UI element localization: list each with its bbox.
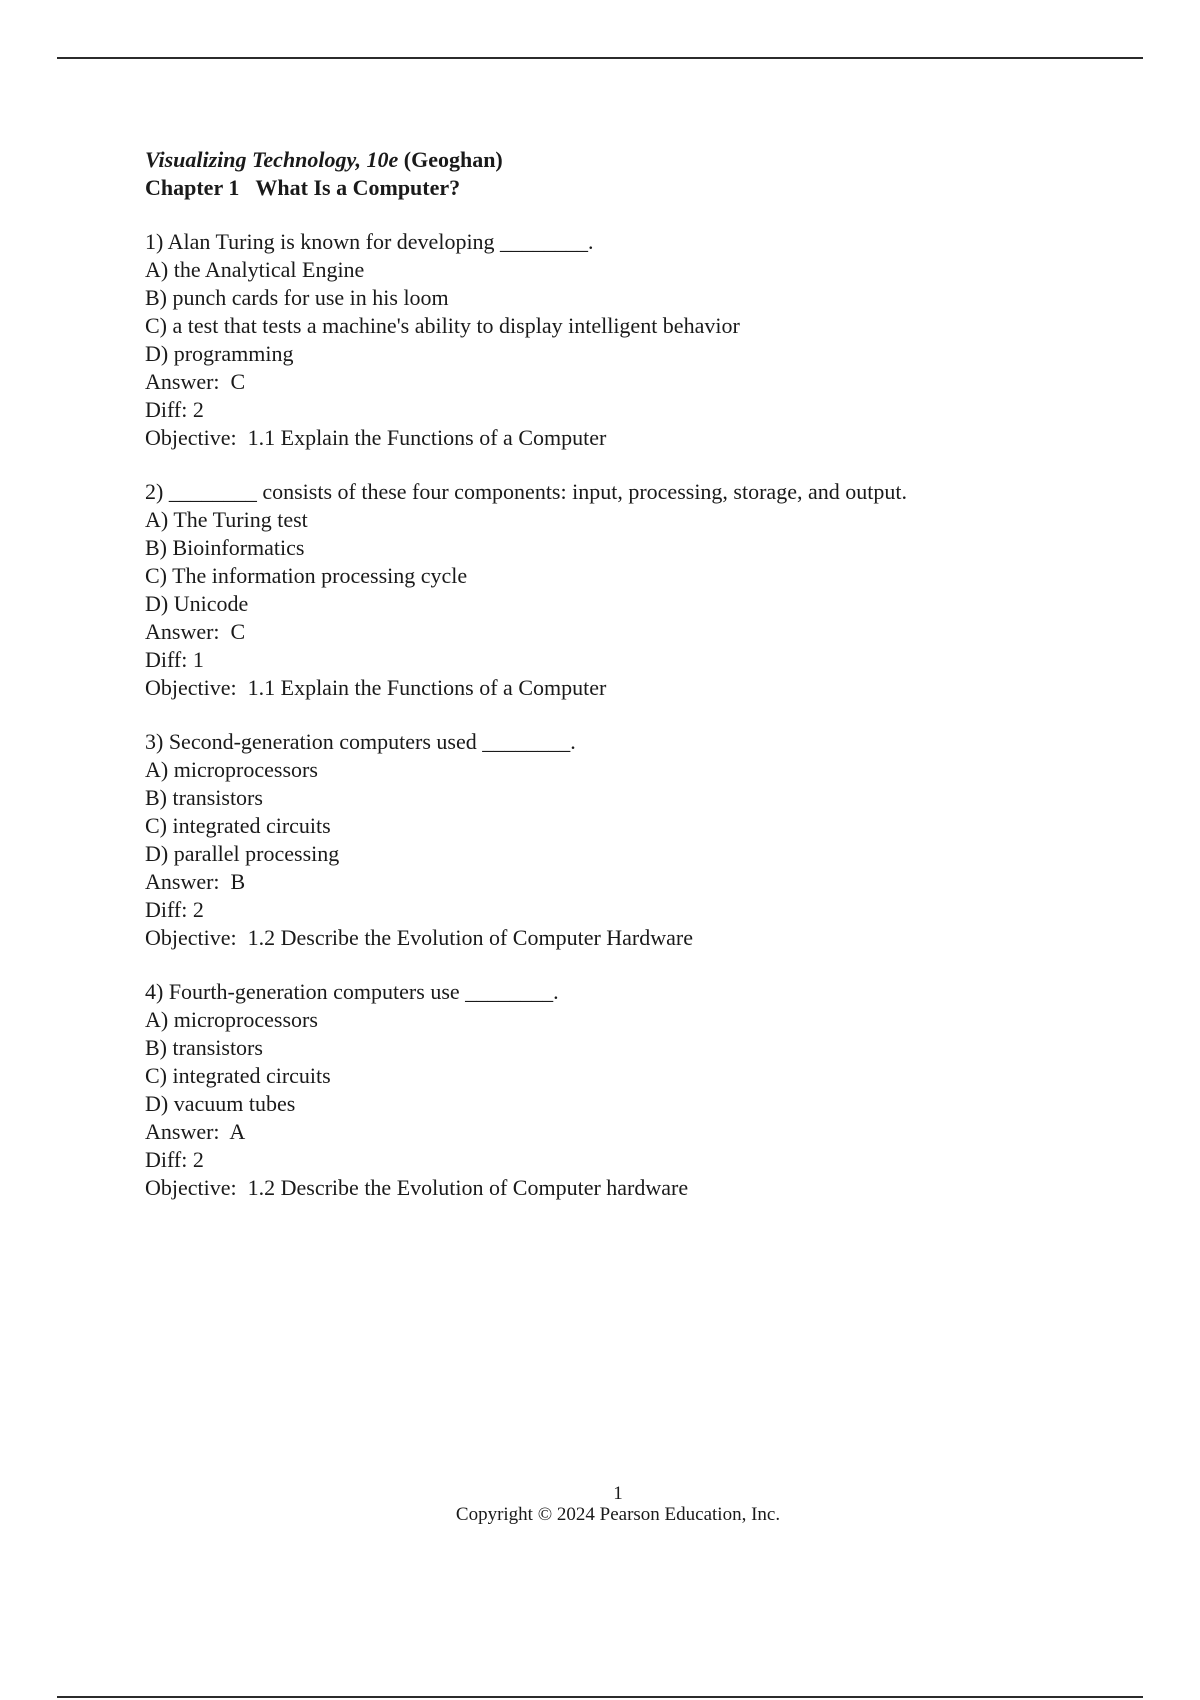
option-d: D) Unicode (145, 591, 249, 616)
option-b: B) punch cards for use in his loom (145, 285, 449, 310)
option-c: C) The information processing cycle (145, 563, 468, 588)
question-stem: 1) Alan Turing is known for developing ________. (145, 229, 594, 254)
answer: Answer: C (145, 619, 246, 644)
book-title-line (145, 146, 1105, 174)
difficulty: Diff: 2 (145, 397, 204, 422)
option-d: D) parallel processing (145, 841, 340, 866)
answer: Answer: B (145, 869, 246, 894)
page-number: 1 (613, 1483, 623, 1504)
question-stem: 4) Fourth-generation computers use ________. (145, 979, 559, 1004)
question-4 (145, 978, 1105, 1202)
option-b: B) Bioinformatics (145, 535, 305, 560)
question-stem: 2) ________ consists of these four components: input, processing, storage, and output. (145, 479, 907, 504)
question-2 (145, 478, 1105, 702)
option-c: C) a test that tests a machine's ability to display intelligent behavior (145, 313, 740, 338)
author: (Geoghan) (403, 147, 503, 172)
option-a: A) The Turing test (145, 507, 308, 532)
option-a: A) microprocessors (145, 1007, 318, 1032)
book-title: Visualizing Technology, 10e (145, 147, 399, 172)
option-a: A) the Analytical Engine (145, 257, 365, 282)
option-c: C) integrated circuits (145, 1063, 331, 1088)
top-rule (57, 57, 1143, 59)
objective: Objective: 1.1 Explain the Functions of a Computer (145, 425, 607, 450)
objective: Objective: 1.1 Explain the Functions of a Computer (145, 675, 607, 700)
answer: Answer: A (145, 1119, 246, 1144)
copyright-notice: Copyright © 2024 Pearson Education, Inc. (455, 1504, 781, 1525)
option-b: B) transistors (145, 1035, 263, 1060)
option-d: D) vacuum tubes (145, 1091, 296, 1116)
objective: Objective: 1.2 Describe the Evolution of Computer hardware (145, 1175, 689, 1200)
answer: Answer: C (145, 369, 246, 394)
option-a: A) microprocessors (145, 757, 318, 782)
difficulty: Diff: 2 (145, 897, 204, 922)
objective: Objective: 1.2 Describe the Evolution of Computer Hardware (145, 925, 694, 950)
question-1 (145, 228, 1105, 452)
question-stem: 3) Second-generation computers used ________. (145, 729, 576, 754)
chapter-title: Chapter 1 What Is a Computer? (145, 175, 461, 200)
option-d: D) programming (145, 341, 294, 366)
option-b: B) transistors (145, 785, 263, 810)
question-3 (145, 728, 1105, 952)
document-body (145, 146, 1105, 1202)
bottom-rule (57, 1696, 1143, 1698)
difficulty: Diff: 2 (145, 1147, 204, 1172)
option-c: C) integrated circuits (145, 813, 331, 838)
difficulty: Diff: 1 (145, 647, 204, 672)
